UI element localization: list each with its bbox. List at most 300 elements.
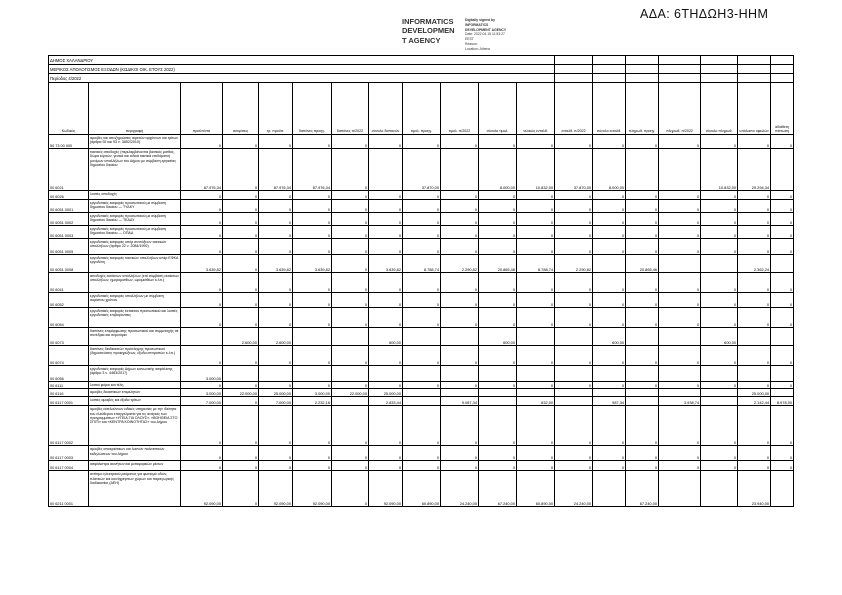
table-row bbox=[49, 406, 794, 446]
cell-value: 0 bbox=[259, 213, 293, 226]
cell-value: 0 bbox=[223, 226, 259, 239]
cell-value: 0 bbox=[517, 239, 555, 255]
cell-value: 92.090,00 bbox=[369, 471, 403, 507]
cell-value: 0 bbox=[479, 135, 517, 149]
cell-value: 0 bbox=[332, 135, 369, 149]
cell-value: 0 bbox=[593, 213, 626, 226]
cell-value: 0 bbox=[441, 293, 479, 308]
cell-value: 0 bbox=[293, 213, 332, 226]
cell-value: 0 bbox=[369, 239, 403, 255]
cell-value: 0 bbox=[332, 382, 369, 389]
cell-value: 0 bbox=[223, 213, 259, 226]
cell-value: 0 bbox=[369, 135, 403, 149]
cell-value: 0 bbox=[259, 446, 293, 461]
cell-value: 0 bbox=[293, 135, 332, 149]
cell-value: 87.976,34 bbox=[181, 149, 223, 191]
cell-value: 0 bbox=[441, 213, 479, 226]
cell-value: 0 bbox=[738, 213, 771, 226]
cell-value: 0 bbox=[332, 239, 369, 255]
cell-value: 0 bbox=[771, 382, 794, 389]
cell-value bbox=[223, 366, 259, 382]
cell-value bbox=[626, 366, 659, 382]
empty-cell bbox=[701, 74, 738, 83]
cell-value: 0 bbox=[771, 446, 794, 461]
cell-value: 67.240,00 bbox=[626, 471, 659, 507]
cell-value: 0 bbox=[701, 346, 738, 366]
cell-value: 0 bbox=[626, 461, 659, 471]
cell-value: 25.000,00 bbox=[738, 389, 771, 397]
cell-value bbox=[332, 366, 369, 382]
cell-value: 0 bbox=[403, 293, 441, 308]
cell-value: 0 bbox=[293, 239, 332, 255]
cell-value: 0 bbox=[223, 382, 259, 389]
cell-value: 0 bbox=[479, 293, 517, 308]
cell-value: 0 bbox=[403, 308, 441, 328]
signature-agency-name bbox=[402, 17, 460, 51]
cell-value: 0 bbox=[223, 406, 259, 446]
cell-value: 2.833,44 bbox=[369, 397, 403, 406]
cell-value bbox=[403, 397, 441, 406]
cell-value: 832,00 bbox=[517, 397, 555, 406]
cell-value: 3.000,00 bbox=[181, 366, 223, 382]
empty-cell bbox=[593, 56, 626, 65]
cell-value: 0 bbox=[517, 213, 555, 226]
signature-agency-line: DEVELOPMEN bbox=[402, 26, 455, 36]
cell-value: 8.000,00 bbox=[479, 149, 517, 191]
cell-code: 00 6052 bbox=[49, 293, 89, 308]
cell-value: 0 bbox=[517, 346, 555, 366]
cell-value: 92.090,00 bbox=[293, 471, 332, 507]
cell-description: αντίτιμο ηλεκτρικού ρεύματος για φωτισμό οδών, πλατειών και κοινόχρηστων χώρων και παραγωγικής διαδικασίας (ΔΕΗ) bbox=[89, 471, 181, 507]
cell-value: 0 bbox=[593, 461, 626, 471]
cell-value: 0 bbox=[626, 346, 659, 366]
empty-cell bbox=[626, 65, 659, 74]
cell-value: 0 bbox=[181, 406, 223, 446]
cell-value: 0 bbox=[593, 273, 626, 293]
signature-detail-line: Location: Athens bbox=[465, 46, 491, 51]
cell-value: 0 bbox=[479, 226, 517, 239]
cell-value: 0 bbox=[181, 191, 223, 200]
cell-value: 0 bbox=[332, 226, 369, 239]
cell-value bbox=[626, 149, 659, 191]
cell-value: 7.000,00 bbox=[259, 397, 293, 406]
cell-value bbox=[626, 397, 659, 406]
cell-value: 0 bbox=[517, 446, 555, 461]
cell-value: 0 bbox=[517, 308, 555, 328]
cell-value: 0 bbox=[771, 135, 794, 149]
cell-value bbox=[659, 149, 701, 191]
column-header: σύνολο δαπανών bbox=[369, 83, 403, 135]
cell-value: 0 bbox=[701, 213, 738, 226]
cell-value: 0 bbox=[771, 200, 794, 213]
cell-value: 0 bbox=[181, 273, 223, 293]
empty-cell bbox=[659, 65, 701, 74]
column-header: προϋπ/ντα bbox=[181, 83, 223, 135]
cell-value: 0 bbox=[626, 406, 659, 446]
column-header: πληρωθ. π/2022 bbox=[659, 83, 701, 135]
cell-value: 0 bbox=[403, 135, 441, 149]
cell-value: 0 bbox=[517, 461, 555, 471]
cell-value: 0 bbox=[332, 191, 369, 200]
cell-value: 0 bbox=[517, 226, 555, 239]
cell-value: 0 bbox=[701, 135, 738, 149]
cell-value: 0 bbox=[626, 382, 659, 389]
cell-value: 0 bbox=[223, 273, 259, 293]
cell-value: 0 bbox=[259, 226, 293, 239]
cell-value: 0 bbox=[369, 406, 403, 446]
cell-value: 0 bbox=[403, 226, 441, 239]
cell-value: 23.940,00 bbox=[738, 471, 771, 507]
cell-value: 0 bbox=[738, 293, 771, 308]
cell-value: 0 bbox=[659, 346, 701, 366]
cell-value bbox=[738, 328, 771, 346]
cell-value: 0 bbox=[771, 273, 794, 293]
cell-value: 0 bbox=[626, 191, 659, 200]
cell-value: 2.290,82 bbox=[441, 255, 479, 273]
cell-value: 0 bbox=[593, 446, 626, 461]
period-label: Περίοδος 4/2022 bbox=[49, 74, 555, 83]
cell-value: 0 bbox=[626, 226, 659, 239]
cell-value: 0 bbox=[479, 446, 517, 461]
cell-value: 0 bbox=[771, 239, 794, 255]
cell-value: 0 bbox=[441, 135, 479, 149]
cell-code: 00 6051 0002 bbox=[49, 213, 89, 226]
cell-value: 25.000,00 bbox=[259, 389, 293, 397]
cell-value: 0 bbox=[555, 446, 593, 461]
cell-value: 987,34 bbox=[593, 397, 626, 406]
cell-value: 87.976,34 bbox=[259, 149, 293, 191]
cell-value: 0 bbox=[259, 346, 293, 366]
cell-value bbox=[701, 397, 738, 406]
cell-value: 60.890,00 bbox=[517, 471, 555, 507]
cell-value: 0 bbox=[223, 446, 259, 461]
empty-cell bbox=[771, 74, 794, 83]
column-header: ενταλθ. π/2022 bbox=[555, 83, 593, 135]
cell-value: 0 bbox=[223, 397, 259, 406]
cell-value: 0 bbox=[479, 461, 517, 471]
signature-agency-line: T AGENCY bbox=[402, 35, 441, 45]
empty-cell bbox=[771, 65, 794, 74]
empty-cell bbox=[738, 65, 771, 74]
column-header: σύνολο τιμολ. bbox=[479, 83, 517, 135]
cell-value: 0 bbox=[259, 461, 293, 471]
cell-value: 92.090,00 bbox=[181, 471, 223, 507]
cell-value: 0 bbox=[223, 255, 259, 273]
table-row bbox=[49, 135, 794, 149]
cell-value bbox=[479, 397, 517, 406]
cell-value: 0 bbox=[479, 382, 517, 389]
cell-value: 0 bbox=[659, 382, 701, 389]
empty-cell bbox=[626, 56, 659, 65]
cell-value: 2.600,00 bbox=[223, 328, 259, 346]
empty-cell bbox=[555, 65, 593, 74]
cell-value: 0 bbox=[479, 273, 517, 293]
cell-value: 0 bbox=[441, 239, 479, 255]
cell-value: 87.976,34 bbox=[293, 149, 332, 191]
signature-detail-line: Digitally signed by bbox=[465, 18, 495, 22]
cell-value: 0 bbox=[701, 293, 738, 308]
cell-code: 00 6117 0002 bbox=[49, 406, 89, 446]
cell-value: 0 bbox=[593, 226, 626, 239]
cell-value bbox=[441, 366, 479, 382]
column-header-row bbox=[49, 83, 794, 135]
cell-value: 0 bbox=[403, 461, 441, 471]
cell-value: 0 bbox=[441, 226, 479, 239]
cell-value bbox=[403, 389, 441, 397]
cell-value bbox=[369, 149, 403, 191]
cell-value: 0 bbox=[403, 382, 441, 389]
cell-value: 0 bbox=[771, 346, 794, 366]
cell-value: 0 bbox=[517, 135, 555, 149]
cell-description: δαπάνες διαδικασιών πρόσληψης προσωπικού (δημοσιεύσεις προκηρύξεων, έξοδα επιτροπών κ.λπ.) bbox=[89, 346, 181, 366]
cell-value: 0 bbox=[771, 406, 794, 446]
cell-value bbox=[771, 149, 794, 191]
column-header: Κωδικός bbox=[49, 83, 89, 135]
cell-value: 7.000,00 bbox=[181, 397, 223, 406]
cell-value bbox=[332, 397, 369, 406]
column-header: δαπάνες π/2022 bbox=[332, 83, 369, 135]
table-row bbox=[49, 461, 794, 471]
cell-value: 0 bbox=[555, 226, 593, 239]
cell-code: 00 6073 bbox=[49, 328, 89, 346]
cell-value: 9.087,34 bbox=[441, 397, 479, 406]
cell-value: 0 bbox=[332, 346, 369, 366]
cell-description: ασφάλιστρα ακινήτων και μεταφορικών μέσων bbox=[89, 461, 181, 471]
column-header: σύνολο ενταλθ. bbox=[593, 83, 626, 135]
cell-value: 0 bbox=[555, 308, 593, 328]
table-row bbox=[49, 255, 794, 273]
cell-value: 0 bbox=[479, 200, 517, 213]
cell-value: 0 bbox=[403, 191, 441, 200]
cell-value: 0 bbox=[181, 346, 223, 366]
empty-cell bbox=[701, 56, 738, 65]
empty-cell bbox=[593, 74, 626, 83]
column-header: αναμ/σεις bbox=[223, 83, 259, 135]
cell-value: 0 bbox=[593, 308, 626, 328]
cell-description: εργοδοτικές εισφορές προσωπικού με σύμβαση δημοσίου δικαίου — ΟΠΑΔ bbox=[89, 226, 181, 239]
cell-value: 0 bbox=[332, 200, 369, 213]
cell-value: 0 bbox=[441, 346, 479, 366]
cell-value: 22.000,00 bbox=[223, 389, 259, 397]
cell-value bbox=[517, 389, 555, 397]
cell-value: 22.000,00 bbox=[332, 389, 369, 397]
cell-value bbox=[441, 328, 479, 346]
cell-value: 0 bbox=[771, 308, 794, 328]
column-header: τελικώς ενταλθ. bbox=[517, 83, 555, 135]
cell-value: 0 bbox=[626, 446, 659, 461]
cell-value: 0 bbox=[701, 446, 738, 461]
cell-value: 3.000,00 bbox=[293, 389, 332, 397]
cell-value: 0 bbox=[593, 135, 626, 149]
cell-value: 0 bbox=[223, 200, 259, 213]
cell-value: 0 bbox=[626, 135, 659, 149]
cell-value: 0 bbox=[441, 273, 479, 293]
column-header: υπόλοιπο οφειλών bbox=[738, 83, 771, 135]
cell-code: 00 6054 bbox=[49, 308, 89, 328]
cell-value: 0 bbox=[403, 346, 441, 366]
cell-value: 0 bbox=[293, 446, 332, 461]
cell-value bbox=[593, 471, 626, 507]
column-header: τιμολ. προηγ. bbox=[403, 83, 441, 135]
cell-value: 60.890,00 bbox=[403, 471, 441, 507]
cell-value: 0 bbox=[555, 273, 593, 293]
cell-value: 0 bbox=[738, 346, 771, 366]
cell-value: 0 bbox=[369, 191, 403, 200]
table-row bbox=[49, 239, 794, 255]
cell-code: 00 6211 0001 bbox=[49, 471, 89, 507]
cell-value: 0 bbox=[555, 406, 593, 446]
cell-value bbox=[441, 389, 479, 397]
cell-code: 00 6116 bbox=[49, 389, 89, 397]
table-row bbox=[49, 200, 794, 213]
cell-value: 0 bbox=[771, 191, 794, 200]
cell-value bbox=[659, 328, 701, 346]
cell-value: 0 bbox=[223, 308, 259, 328]
cell-code: 00 6026 bbox=[49, 191, 89, 200]
table-head bbox=[49, 56, 794, 135]
cell-value: 0 bbox=[626, 200, 659, 213]
empty-cell bbox=[659, 74, 701, 83]
signature-detail-line: EEST bbox=[465, 37, 474, 42]
cell-value: 0 bbox=[332, 406, 369, 446]
cell-value bbox=[738, 366, 771, 382]
cell-value bbox=[771, 471, 794, 507]
cell-value: 0 bbox=[659, 226, 701, 239]
cell-value: 0 bbox=[738, 461, 771, 471]
cell-value: 0 bbox=[555, 346, 593, 366]
cell-value: 0 bbox=[771, 461, 794, 471]
cell-code: 00 6117 0003 bbox=[49, 446, 89, 461]
table-row bbox=[49, 273, 794, 293]
cell-value bbox=[555, 328, 593, 346]
cell-value bbox=[593, 255, 626, 273]
empty-cell bbox=[701, 65, 738, 74]
cell-value: 3.639,82 bbox=[293, 255, 332, 273]
cell-value: 37.870,00 bbox=[403, 149, 441, 191]
cell-value: 0 bbox=[555, 293, 593, 308]
cell-description: εργοδοτικές εισφορές τακτικών υπαλλήλων υπέρ ΕΦΚΑ εργοδότη bbox=[89, 255, 181, 273]
empty-cell bbox=[771, 56, 794, 65]
cell-value: 0 bbox=[771, 226, 794, 239]
cell-value: 37.870,00 bbox=[555, 149, 593, 191]
cell-value: 0 bbox=[259, 191, 293, 200]
cell-description: αμοιβές εκτελούντων ειδικές υπηρεσίες με την ιδιότητα του ελεύθερου επαγγελματία για τις ανάγκες των προγραμμάτων «ΥΓΕΙΑ ΓΙΑ ΟΛΟΥΣ», «ΒΟΗΘΕΙΑ ΣΤΟ ΣΠΙΤΙ» και «ΚΕΝΤΡΑ ΚΟΙΝΟΤΗΤΑΣ» του Δήμου bbox=[89, 406, 181, 446]
cell-value bbox=[293, 328, 332, 346]
cell-value: 0 bbox=[517, 382, 555, 389]
cell-value: 0 bbox=[259, 200, 293, 213]
cell-description: λοιποί φόροι και τέλη bbox=[89, 382, 181, 389]
cell-code: 00 6056 bbox=[49, 366, 89, 382]
cell-value: 2.142,44 bbox=[738, 397, 771, 406]
empty-cell bbox=[555, 56, 593, 65]
cell-code: 00 6074 bbox=[49, 346, 89, 366]
cell-value: 0 bbox=[738, 200, 771, 213]
cell-value: 600,00 bbox=[479, 328, 517, 346]
cell-value: 0 bbox=[332, 471, 369, 507]
cell-code: 00 6117 0004 bbox=[49, 461, 89, 471]
ada-code: ΑΔΑ: 6ΤΗΔΩΗ3-ΗΗΜ bbox=[640, 7, 769, 21]
cell-value: 0 bbox=[259, 382, 293, 389]
cell-value: 0 bbox=[223, 239, 259, 255]
period-row bbox=[49, 74, 794, 83]
cell-value bbox=[701, 366, 738, 382]
cell-value: 0 bbox=[181, 446, 223, 461]
cell-value bbox=[771, 389, 794, 397]
empty-cell bbox=[738, 56, 771, 65]
cell-value: 0 bbox=[659, 191, 701, 200]
cell-value: 0 bbox=[593, 406, 626, 446]
cell-description: αμοιβές δικαστικών επιμελητών bbox=[89, 389, 181, 397]
cell-description: εργοδοτικές εισφορές υπαλλήλων με σύμβαση αορίστου χρόνου bbox=[89, 293, 181, 308]
signature-detail-line: Date: 2022.04.15 11:53:27 bbox=[465, 32, 505, 37]
cell-value: 0 bbox=[479, 239, 517, 255]
cell-value: 0 bbox=[259, 293, 293, 308]
cell-value: 0 bbox=[659, 135, 701, 149]
cell-value: 0 bbox=[223, 471, 259, 507]
cell-value: 0 bbox=[659, 200, 701, 213]
empty-cell bbox=[593, 65, 626, 74]
title-row bbox=[49, 56, 794, 65]
table-row bbox=[49, 308, 794, 328]
cell-value: 0 bbox=[479, 308, 517, 328]
cell-value: 0 bbox=[332, 446, 369, 461]
cell-value: 0 bbox=[293, 461, 332, 471]
cell-value bbox=[593, 366, 626, 382]
empty-cell bbox=[659, 56, 701, 65]
signature-detail-line: DEVELOPMENT AGENCY bbox=[465, 27, 507, 32]
cell-value: 0 bbox=[369, 461, 403, 471]
cell-value: 0 bbox=[332, 213, 369, 226]
cell-value bbox=[701, 389, 738, 397]
cell-value: 0 bbox=[659, 406, 701, 446]
cell-description: αμοιβές και αποζημιώσεις αιρετών αρχόντων και τρίτων (άρθρα 92 και 93 ν. 3852/2010) bbox=[89, 135, 181, 149]
cell-value: 0 bbox=[593, 382, 626, 389]
cell-value: 2.600,00 bbox=[259, 328, 293, 346]
cell-value: 0 bbox=[738, 308, 771, 328]
cell-value: 0 bbox=[701, 239, 738, 255]
cell-value: 0 bbox=[555, 382, 593, 389]
cell-value: 0 bbox=[259, 135, 293, 149]
cell-value: 0 bbox=[259, 308, 293, 328]
cell-value: 0 bbox=[701, 191, 738, 200]
cell-value: 0 bbox=[293, 406, 332, 446]
cell-value: 0 bbox=[293, 382, 332, 389]
cell-value: 0 bbox=[626, 293, 659, 308]
cell-value bbox=[701, 471, 738, 507]
cell-value: 29.294,34 bbox=[738, 149, 771, 191]
column-header: σύνολο πληρωθ. bbox=[701, 83, 738, 135]
cell-value: 0 bbox=[626, 308, 659, 328]
cell-value: 0 bbox=[555, 191, 593, 200]
cell-value: 8.000,00 bbox=[593, 149, 626, 191]
cell-value: 0 bbox=[738, 446, 771, 461]
table-row bbox=[49, 149, 794, 191]
cell-value: 0 bbox=[555, 200, 593, 213]
cell-value: 0 bbox=[738, 226, 771, 239]
cell-value: 10.832,00 bbox=[701, 149, 738, 191]
cell-description: εργοδοτικές εισφορές προσωπικού με σύμβαση δημοσίου δικαίου — ΤΥΔΚΥ bbox=[89, 200, 181, 213]
table-body bbox=[49, 135, 794, 507]
cell-value: 0 bbox=[293, 191, 332, 200]
cell-value: 0 bbox=[332, 149, 369, 191]
cell-value: 0 bbox=[659, 293, 701, 308]
cell-value: 0 bbox=[441, 446, 479, 461]
cell-value: 0 bbox=[223, 461, 259, 471]
cell-description: εργοδοτικές εισφορές Δήμων κοινωνικής ασφάλισης (άρθρο 3 ν. 4483/2017) bbox=[89, 366, 181, 382]
cell-value bbox=[555, 366, 593, 382]
cell-value: 0 bbox=[181, 135, 223, 149]
table-row bbox=[49, 226, 794, 239]
